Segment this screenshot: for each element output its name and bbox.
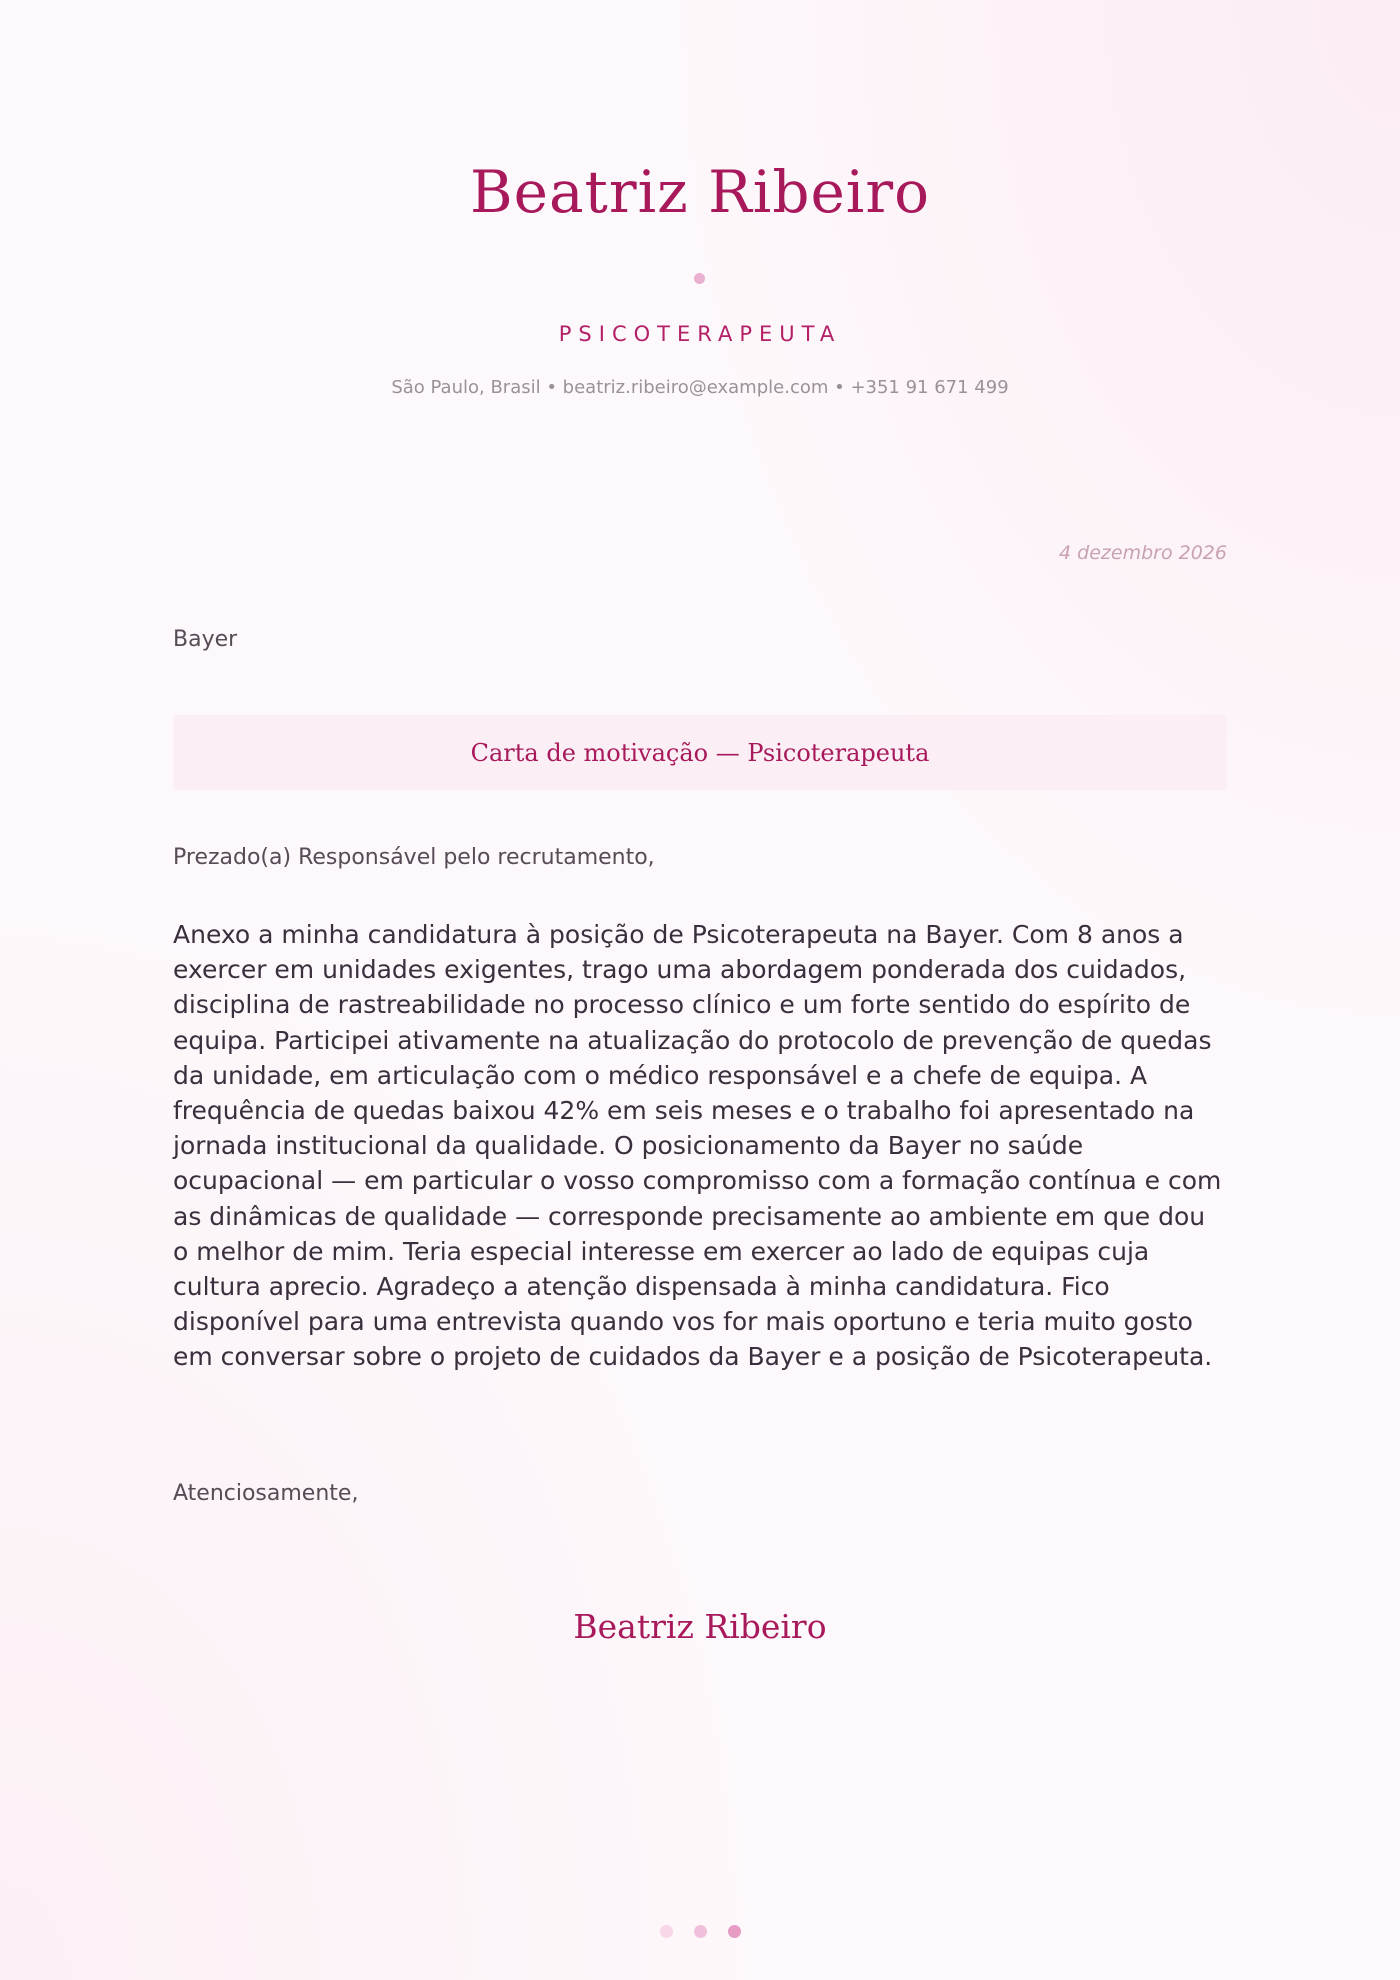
letter-body: Anexo a minha candidatura à posição de Psicoterapeuta na Bayer. Com 8 anos a exercer em unidades exigentes, trago uma abordagem ponderada dos cuidados, disciplina de rastreabilidade no processo clínico e um forte sentido do espírito de equipa. Participei ativamente na atualização do protocolo de prevenção de quedas da unidade, em articulação com o médico responsável e a chefe de equipa. A frequência de quedas baixou 42% em seis meses e o trabalho foi apresentado na jornada institucional da qualidade. O posicionamento da Bayer no saúde ocupacional — em particular o vosso compromisso com a formação contínua e com as dinâmicas de qualidade — corresponde precisamente ao ambiente em que dou o melhor de mim. Teria especial interesse em exercer ao lado de equipas cuja cultura aprecio. Agradeço a atenção dispensada à minha candidatura. Fico disponível para uma entrevista quando vos for mais oportuno e teria muito gosto em conversar sobre o projeto de cuidados da Bayer e a posição de Psicoterapeuta.: [173, 920, 1222, 1372]
header-contact: São Paulo, Brasil • beatriz.ribeiro@example.com • +351 91 671 499: [391, 377, 1009, 398]
closing: Atenciosamente,: [173, 1481, 359, 1506]
greeting: Prezado(a) Responsável pelo recrutamento,: [173, 845, 655, 870]
subject-line: Carta de motivação — Psicoterapeuta: [470, 738, 930, 767]
header-role: PSICOTERAPEUTA: [558, 322, 842, 346]
recipient: Bayer: [173, 627, 238, 652]
subject-banner: [173, 715, 1227, 790]
page-dot: [728, 1925, 741, 1938]
page-dot: [660, 1925, 673, 1938]
signature: Beatriz Ribeiro: [573, 1607, 827, 1646]
page-dot: [694, 1925, 707, 1938]
header-divider-dot: [694, 273, 705, 284]
header-name: Beatriz Ribeiro: [470, 158, 930, 226]
letter-date: 4 dezembro 2026: [1059, 542, 1227, 564]
page-indicator: [0, 1925, 1400, 1938]
